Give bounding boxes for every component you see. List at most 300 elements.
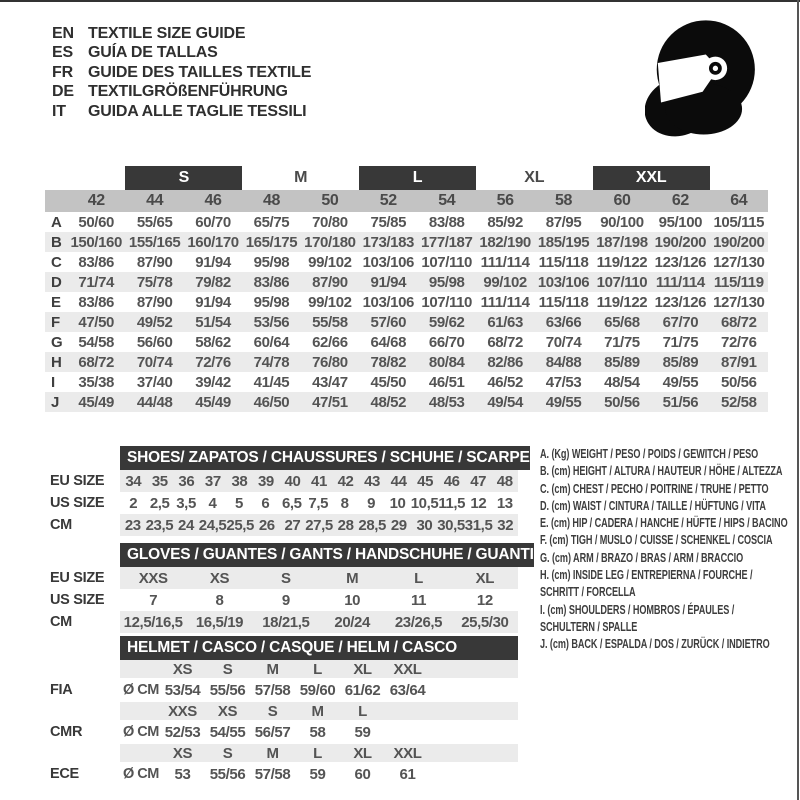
size-group-l: L bbox=[359, 166, 476, 190]
size-value: 41/45 bbox=[253, 373, 290, 391]
size-value: 8 bbox=[340, 494, 349, 512]
row-label: B bbox=[51, 233, 62, 251]
size-values bbox=[120, 567, 518, 589]
size-value: 3,5 bbox=[176, 494, 196, 512]
size-value: 50/56 bbox=[604, 393, 640, 411]
helmet-size-header: XS bbox=[172, 744, 193, 762]
helmet-size-headers bbox=[120, 744, 518, 762]
size-value: 160/170 bbox=[187, 233, 239, 251]
size-value: 95/98 bbox=[253, 293, 290, 311]
language-row bbox=[52, 44, 311, 64]
size-value: 99/102 bbox=[483, 273, 527, 291]
size-value: 9 bbox=[281, 591, 290, 609]
row-label: FIA bbox=[50, 682, 73, 698]
size-value: 20/24 bbox=[334, 613, 370, 631]
helmet-size-header: S bbox=[222, 660, 233, 678]
row-label: US SIZE bbox=[50, 495, 105, 511]
size-value: 7,5 bbox=[308, 494, 329, 512]
size-group-xl: XL bbox=[524, 169, 545, 186]
size-value: 7 bbox=[149, 591, 158, 609]
size-value: 45/50 bbox=[370, 373, 407, 391]
column-header: 62 bbox=[671, 192, 689, 209]
size-value: 46/52 bbox=[487, 373, 523, 391]
size-value: 71/74 bbox=[78, 273, 114, 291]
diameter-unit: Ø CM bbox=[123, 766, 159, 782]
size-value: 23,5 bbox=[145, 516, 174, 534]
textile-measurement-table bbox=[45, 164, 768, 412]
size-value: 75/78 bbox=[136, 273, 173, 291]
size-value: 57/60 bbox=[370, 313, 407, 331]
size-value: 9 bbox=[367, 494, 376, 512]
label-spacer bbox=[45, 636, 120, 660]
legend-item bbox=[540, 550, 792, 567]
size-row bbox=[45, 567, 518, 589]
legend-line: G. (cm) ARM / BRAZO / BRAS / ARM / BRACCIO bbox=[540, 550, 744, 565]
size-value: 119/122 bbox=[596, 293, 648, 311]
size-value: 115/118 bbox=[538, 253, 589, 271]
size-value: 85/89 bbox=[604, 353, 640, 371]
label-spacer bbox=[45, 446, 120, 470]
size-value: 38 bbox=[231, 472, 248, 490]
size-value: 95/100 bbox=[658, 213, 703, 231]
helmet-size-value: 59 bbox=[309, 765, 326, 783]
size-value: 24,5 bbox=[198, 516, 227, 534]
size-value: 58/62 bbox=[195, 333, 231, 351]
size-value: 63/66 bbox=[545, 313, 582, 331]
size-value: 165/175 bbox=[245, 233, 298, 251]
size-value: L bbox=[414, 569, 423, 587]
size-group-s: S bbox=[125, 166, 242, 190]
size-row bbox=[45, 611, 518, 633]
legend-item bbox=[540, 463, 792, 480]
legend-item bbox=[540, 532, 792, 549]
column-header: 58 bbox=[555, 192, 573, 209]
size-value: 111/114 bbox=[480, 293, 530, 311]
size-value: 85/92 bbox=[487, 213, 523, 231]
size-value: 28 bbox=[337, 516, 354, 534]
size-value: 84/88 bbox=[545, 353, 582, 371]
helmet-size-header: L bbox=[358, 702, 367, 720]
size-value: 72/76 bbox=[721, 333, 757, 351]
size-value: 182/190 bbox=[479, 233, 531, 251]
visor-pivot-center bbox=[713, 66, 718, 71]
language-row bbox=[52, 102, 311, 122]
size-value: 79/82 bbox=[195, 273, 231, 291]
measure-row-h bbox=[45, 352, 768, 372]
size-value: 47/53 bbox=[545, 373, 582, 391]
size-value: 99/102 bbox=[308, 253, 352, 271]
measure-row-b bbox=[45, 232, 768, 252]
language-row bbox=[52, 63, 311, 83]
size-value: 2 bbox=[129, 494, 138, 512]
size-value: 90/100 bbox=[600, 213, 644, 231]
size-value: 24 bbox=[178, 516, 194, 534]
section-title: SHOES/ ZAPATOS / CHAUSSURES / SCHUHE / SCARPE bbox=[120, 446, 530, 470]
legend-item bbox=[540, 515, 792, 532]
helmet-standard-row-fia bbox=[45, 678, 518, 702]
helmet-size-table bbox=[45, 636, 518, 786]
size-row bbox=[45, 492, 518, 514]
size-value: 23/26,5 bbox=[394, 613, 443, 631]
size-value: 47 bbox=[470, 472, 487, 490]
size-group-header-row bbox=[45, 164, 768, 190]
size-value: 105/115 bbox=[713, 213, 765, 231]
helmet-size-header: M bbox=[266, 744, 279, 762]
column-header: 64 bbox=[730, 192, 748, 209]
measurement-rows bbox=[45, 212, 768, 412]
size-value: 6,5 bbox=[281, 494, 302, 512]
size-value: 111/114 bbox=[655, 273, 705, 291]
size-value: 26 bbox=[258, 516, 275, 534]
size-values bbox=[120, 611, 518, 633]
legend-line: F. (cm) TIGH / MUSLO / CUISSE / SCHENKEL / COSCIA bbox=[540, 533, 773, 548]
measure-row-i bbox=[45, 372, 768, 392]
column-header: 48 bbox=[262, 192, 280, 209]
size-value: 190/200 bbox=[654, 233, 707, 251]
size-value: 65/68 bbox=[604, 313, 640, 331]
size-value: 12 bbox=[476, 591, 493, 609]
size-value: 83/88 bbox=[428, 213, 465, 231]
size-value: 127/130 bbox=[713, 253, 765, 271]
size-value: 55/58 bbox=[312, 313, 348, 331]
language-code: FR bbox=[52, 63, 73, 81]
size-value: 95/98 bbox=[428, 273, 465, 291]
size-value: 91/94 bbox=[370, 273, 407, 291]
size-value: 41 bbox=[311, 472, 327, 490]
legend-line: D. (cm) WAIST / CINTURA / TAILLE / HÜFTUNG / VITA bbox=[540, 498, 766, 513]
size-value: 40 bbox=[284, 472, 301, 490]
size-value: 43/47 bbox=[312, 373, 348, 391]
helmet-size-headers bbox=[120, 660, 518, 678]
language-code: EN bbox=[52, 24, 74, 42]
language-code: IT bbox=[52, 102, 66, 120]
size-value: 150/160 bbox=[70, 233, 122, 251]
size-value: 87/90 bbox=[136, 293, 173, 311]
size-value: 27,5 bbox=[305, 516, 333, 534]
size-value: 48/53 bbox=[428, 393, 465, 411]
size-value: 177/187 bbox=[420, 233, 473, 251]
size-value: 70/80 bbox=[312, 213, 348, 231]
size-value: 71/75 bbox=[662, 333, 699, 351]
language-row bbox=[52, 24, 311, 44]
measurement-legend bbox=[540, 446, 792, 654]
size-value: 61/63 bbox=[487, 313, 523, 331]
helmet-size-header-row bbox=[45, 702, 518, 720]
size-value: 49/54 bbox=[487, 393, 523, 411]
size-value: 28,5 bbox=[358, 516, 386, 534]
row-label: EU SIZE bbox=[50, 570, 105, 586]
size-value: 62/66 bbox=[312, 333, 348, 351]
size-value: 115/118 bbox=[538, 293, 589, 311]
row-label: CMR bbox=[50, 724, 83, 740]
size-value: XL bbox=[475, 569, 495, 587]
helmet-size-header: S bbox=[222, 744, 233, 762]
measure-row-c bbox=[45, 252, 768, 272]
size-value: 87/90 bbox=[312, 273, 348, 291]
language-row bbox=[52, 83, 311, 103]
page-border-right bbox=[797, 0, 799, 800]
helmet-size-value: 58 bbox=[309, 723, 326, 741]
size-value: 30 bbox=[416, 516, 433, 534]
size-value: 46 bbox=[443, 472, 460, 490]
helmet-size-value: 61/62 bbox=[344, 681, 381, 699]
size-value: 123/126 bbox=[654, 253, 707, 271]
size-value: 42 bbox=[337, 472, 354, 490]
size-value: M bbox=[346, 569, 359, 587]
size-value: 74/78 bbox=[253, 353, 290, 371]
size-value: 107/110 bbox=[421, 293, 472, 311]
helmet-size-header: L bbox=[313, 744, 322, 762]
helmet-size-value: 57/58 bbox=[254, 765, 291, 783]
legend-line: J. (cm) BACK / ESPALDA / DOS / ZURÜCK / INDIETRO bbox=[540, 637, 770, 652]
size-value: 2,5 bbox=[149, 494, 170, 512]
size-value: 103/106 bbox=[362, 253, 414, 271]
size-value: 70/74 bbox=[136, 353, 173, 371]
size-value: 170/180 bbox=[304, 233, 356, 251]
size-value: 39/42 bbox=[195, 373, 231, 391]
size-value: 46/50 bbox=[253, 393, 290, 411]
size-value: 155/165 bbox=[128, 233, 181, 251]
measure-row-j bbox=[45, 392, 768, 412]
size-value: 12 bbox=[470, 494, 487, 512]
legend-line: C. (cm) CHEST / PECHO / POITRINE / TRUHE / PETTO bbox=[540, 481, 769, 496]
legend-line: SCHRITT / FORCELLA bbox=[540, 585, 636, 600]
size-value: 83/86 bbox=[253, 273, 290, 291]
size-value: 185/195 bbox=[537, 233, 590, 251]
language-title: TEXTILE SIZE GUIDE bbox=[88, 24, 246, 42]
helmet-size-header: XXS bbox=[168, 702, 197, 720]
section-title-row bbox=[45, 543, 534, 567]
size-value: 6 bbox=[261, 494, 270, 512]
size-value: 49/52 bbox=[136, 313, 173, 331]
helmet-icon bbox=[645, 16, 757, 142]
size-value: 80/84 bbox=[428, 353, 465, 371]
size-value: 83/86 bbox=[78, 253, 114, 271]
helmet-size-value: 53/54 bbox=[164, 681, 201, 699]
size-value: 49/55 bbox=[545, 393, 582, 411]
size-value: 47/51 bbox=[312, 393, 348, 411]
size-value: 31,5 bbox=[464, 516, 493, 534]
legend-line: H. (cm) INSIDE LEG / ENTREPIERNA / FOURCHE / bbox=[540, 568, 753, 583]
size-value: 48 bbox=[496, 472, 513, 490]
language-code: DE bbox=[52, 83, 74, 101]
size-value: 11 bbox=[410, 591, 427, 609]
legend-item bbox=[540, 602, 792, 637]
size-value: 68/72 bbox=[78, 353, 114, 371]
size-value: 16,5/19 bbox=[195, 613, 244, 631]
size-value: 11,5 bbox=[438, 494, 466, 512]
size-value: 51/54 bbox=[195, 313, 231, 331]
size-value: 54/58 bbox=[78, 333, 114, 351]
size-value: 115/119 bbox=[713, 273, 764, 291]
size-group-m: M bbox=[294, 169, 308, 186]
column-header: 56 bbox=[496, 192, 514, 209]
size-value: S bbox=[281, 569, 291, 587]
size-value: 45/49 bbox=[195, 393, 231, 411]
size-value: 29 bbox=[390, 516, 407, 534]
helmet-size-values bbox=[120, 678, 518, 702]
size-value: 4 bbox=[208, 494, 217, 512]
size-value: 78/82 bbox=[370, 353, 407, 371]
size-value: 49/55 bbox=[662, 373, 699, 391]
size-value: 75/85 bbox=[370, 213, 407, 231]
size-value: 51/56 bbox=[662, 393, 699, 411]
size-number-header-row bbox=[45, 190, 768, 212]
helmet-size-header: XL bbox=[353, 660, 372, 678]
size-value: 85/89 bbox=[662, 353, 699, 371]
size-value: 103/106 bbox=[362, 293, 414, 311]
size-value: 68/72 bbox=[487, 333, 523, 351]
size-value: 107/110 bbox=[421, 253, 472, 271]
row-label: CM bbox=[50, 614, 72, 630]
helmet-size-header: M bbox=[266, 660, 279, 678]
size-value: 37/40 bbox=[136, 373, 173, 391]
size-value: 107/110 bbox=[596, 273, 648, 291]
size-value: 34 bbox=[125, 472, 142, 490]
size-values bbox=[120, 514, 518, 536]
size-value: 87/95 bbox=[545, 213, 582, 231]
size-value: 127/130 bbox=[713, 293, 765, 311]
helmet-size-value: 60 bbox=[354, 765, 371, 783]
language-title: GUIDE DES TAILLES TEXTILE bbox=[88, 63, 312, 81]
label-spacer bbox=[45, 543, 120, 567]
size-value: 27 bbox=[284, 516, 301, 534]
size-value: 50/56 bbox=[721, 373, 757, 391]
size-value: 60/70 bbox=[195, 213, 231, 231]
size-value: 91/94 bbox=[195, 253, 231, 271]
size-row bbox=[45, 514, 518, 536]
size-value: 60/64 bbox=[253, 333, 290, 351]
size-value: 68/72 bbox=[721, 313, 757, 331]
size-value: 32 bbox=[497, 516, 514, 534]
size-value: 10 bbox=[344, 591, 361, 609]
size-value: 52/58 bbox=[721, 393, 757, 411]
measure-row-g bbox=[45, 332, 768, 352]
size-value: 18/21,5 bbox=[262, 613, 310, 631]
shoes-size-table bbox=[45, 446, 530, 536]
helmet-size-value: 59 bbox=[354, 723, 371, 741]
row-label: E bbox=[51, 293, 61, 311]
legend-line: E. (cm) HIP / CADERA / HANCHE / HÜFTE / HIPS / BACINO bbox=[540, 516, 788, 531]
size-value: 48/52 bbox=[370, 393, 407, 411]
legend-item bbox=[540, 481, 792, 498]
size-values bbox=[120, 470, 518, 492]
helmet-size-value: 56/57 bbox=[254, 723, 291, 741]
row-label: G bbox=[51, 333, 63, 351]
size-value: 23 bbox=[124, 516, 141, 534]
helmet-size-values bbox=[120, 720, 518, 744]
helmet-size-value: 54/55 bbox=[209, 723, 246, 741]
row-label: ECE bbox=[50, 766, 79, 782]
size-value: 173/183 bbox=[362, 233, 414, 251]
helmet-size-header: XXL bbox=[393, 744, 422, 762]
page-border-top bbox=[0, 0, 800, 2]
gloves-size-table bbox=[45, 543, 534, 633]
size-value: 45 bbox=[417, 472, 434, 490]
size-value: 59/62 bbox=[428, 313, 465, 331]
size-value: 43 bbox=[364, 472, 380, 490]
row-label: I bbox=[51, 373, 55, 391]
size-row bbox=[45, 470, 518, 492]
size-value: 71/75 bbox=[604, 333, 640, 351]
size-value: 35/38 bbox=[78, 373, 114, 391]
measure-row-a bbox=[45, 212, 768, 232]
row-label: A bbox=[51, 213, 62, 231]
helmet-size-header: XS bbox=[217, 702, 238, 720]
size-value: 25,5/30 bbox=[461, 613, 509, 631]
size-value: 99/102 bbox=[308, 293, 352, 311]
size-value: 67/70 bbox=[662, 313, 699, 331]
helmet-size-header: S bbox=[267, 702, 278, 720]
legend-line: I. (cm) SHOULDERS / HOMBROS / ÉPAULES / bbox=[540, 602, 735, 617]
size-value: 83/86 bbox=[78, 293, 114, 311]
legend-item bbox=[540, 567, 792, 602]
helmet-size-headers bbox=[120, 702, 518, 720]
helmet-size-header: L bbox=[313, 660, 322, 678]
helmet-standard-row-ece bbox=[45, 762, 518, 786]
helmet-size-header: XXL bbox=[393, 660, 422, 678]
legend-line: B. (cm) HEIGHT / ALTURA / HAUTEUR / HÖHE / ALTEZZA bbox=[540, 464, 783, 479]
size-value: 48/54 bbox=[604, 373, 640, 391]
helmet-size-value: 53 bbox=[174, 765, 191, 783]
row-label: CM bbox=[50, 517, 72, 533]
row-label: F bbox=[51, 313, 60, 331]
measure-row-f bbox=[45, 312, 768, 332]
size-value: 95/98 bbox=[253, 253, 290, 271]
size-values bbox=[120, 492, 518, 514]
row-label: D bbox=[51, 273, 62, 291]
row-label: H bbox=[51, 353, 62, 371]
helmet-size-value: 52/53 bbox=[164, 723, 201, 741]
legend-item bbox=[540, 498, 792, 515]
size-value: 70/74 bbox=[545, 333, 582, 351]
legend-line: A. (Kg) WEIGHT / PESO / POIDS / GEWITCH / PESO bbox=[540, 447, 759, 461]
helmet-size-header-row bbox=[45, 744, 518, 762]
row-label: US SIZE bbox=[50, 592, 105, 608]
language-title: GUIDA ALLE TAGLIE TESSILI bbox=[88, 102, 307, 120]
legend-line: SCHULTERN / SPALLE bbox=[540, 619, 638, 634]
legend-item bbox=[540, 446, 792, 463]
size-value: 47/50 bbox=[78, 313, 114, 331]
column-header: 54 bbox=[438, 192, 456, 209]
column-header: 50 bbox=[321, 192, 339, 209]
size-value: XXS bbox=[138, 569, 168, 587]
language-title-block bbox=[52, 24, 311, 122]
legend-item bbox=[540, 636, 792, 653]
helmet-size-value: 57/58 bbox=[254, 681, 291, 699]
language-code: ES bbox=[52, 44, 73, 62]
size-value: 56/60 bbox=[136, 333, 173, 351]
size-value: 39 bbox=[257, 472, 274, 490]
size-value: 12,5/16,5 bbox=[123, 613, 183, 631]
helmet-size-header: XS bbox=[172, 660, 193, 678]
size-value: 190/200 bbox=[713, 233, 765, 251]
size-value: 123/126 bbox=[654, 293, 707, 311]
column-header: 46 bbox=[204, 192, 222, 209]
column-header: 60 bbox=[613, 192, 631, 209]
size-value: 72/76 bbox=[195, 353, 231, 371]
column-header: 44 bbox=[146, 192, 164, 209]
size-row bbox=[45, 589, 518, 611]
row-label: EU SIZE bbox=[50, 473, 105, 489]
section-title: GLOVES / GUANTES / GANTS / HANDSCHUHE / GUANTI bbox=[120, 543, 534, 567]
helmet-size-header-row bbox=[45, 660, 518, 678]
size-value: 53/56 bbox=[253, 313, 290, 331]
size-value: 82/86 bbox=[487, 353, 523, 371]
section-title: HELMET / CASCO / CASQUE / HELM / CASCO bbox=[120, 636, 518, 660]
size-value: 10 bbox=[389, 494, 406, 512]
size-value: 119/122 bbox=[596, 253, 648, 271]
